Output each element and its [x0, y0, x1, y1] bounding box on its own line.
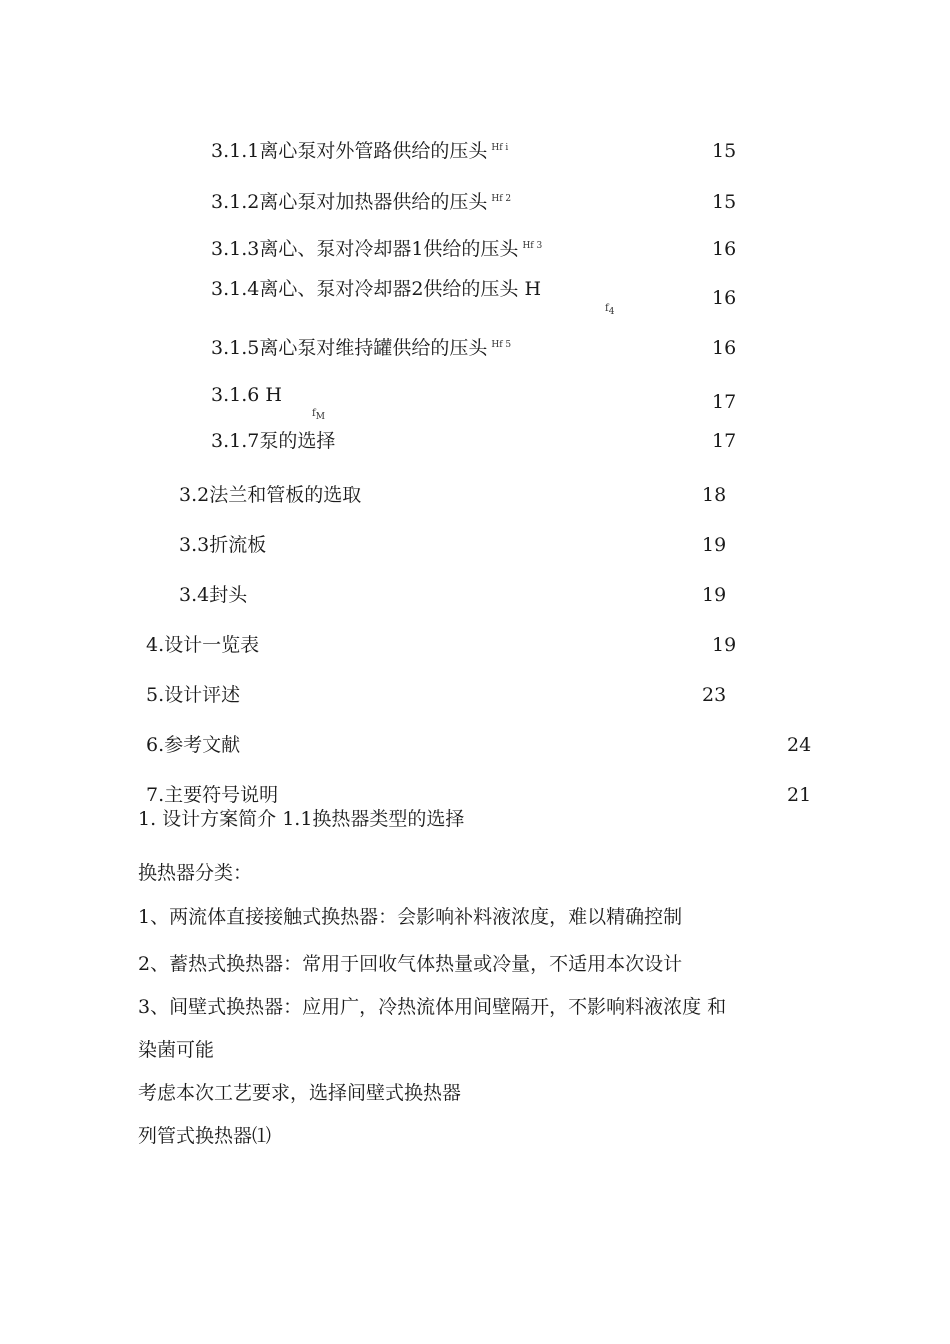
toc-entry-3-1-7 — [211, 432, 335, 451]
toc-entry-3-1-1 — [211, 142, 508, 161]
body-paragraph: 染菌可能 — [138, 1039, 215, 1061]
body-paragraph: 3、间壁式换热器：应用广，冷热流体用间壁隔开，不影响料液浓度 和 — [138, 996, 727, 1018]
toc-entry-symbol: fM — [312, 408, 325, 422]
toc-entry-symbol: Hf i — [491, 142, 509, 153]
toc-page-number: 17 — [712, 430, 737, 452]
section-heading: 1. 设计方案简介 1.1换热器类型的选择 — [138, 808, 465, 830]
toc-page-number: 17 — [712, 391, 737, 413]
toc-entry-label: 3.3折流板 — [179, 534, 267, 556]
toc-page-number: 19 — [702, 584, 727, 606]
toc-entry-symbol: f4 — [605, 303, 615, 317]
toc-entry-3-2 — [179, 486, 361, 505]
toc-entry-label: 3.1.4离心、泵对冷却器2供给的压头 H — [211, 278, 542, 300]
toc-entry-5 — [146, 686, 240, 705]
toc-entry-symbol: Hf 2 — [491, 193, 512, 204]
toc-entry-6 — [146, 736, 240, 755]
toc-entry-label: 3.1.3离心、泵对冷却器1供给的压头 — [211, 238, 519, 260]
toc-page-number: 16 — [712, 337, 737, 359]
toc-entry-label: 3.1.1离心泵对外管路供给的压头 — [211, 140, 488, 162]
toc-entry-symbol: Hf 3 — [522, 240, 543, 251]
body-paragraph: 列管式换热器⑴ — [138, 1125, 272, 1147]
toc-entry-label: 5.设计评述 — [146, 684, 241, 706]
body-paragraph: 换热器分类： — [138, 862, 253, 884]
toc-page-number: 19 — [712, 634, 737, 656]
toc-page-number: 23 — [702, 684, 727, 706]
toc-page-number: 19 — [702, 534, 727, 556]
toc-entry-label: 3.1.2离心泵对加热器供给的压头 — [211, 191, 488, 213]
toc-entry-3-4 — [179, 586, 247, 605]
toc-entry-label: 3.1.6 H — [211, 384, 282, 406]
toc-entry-symbol: Hf 5 — [491, 339, 512, 350]
body-paragraph: 2、蓄热式换热器：常用于回收气体热量或冷量，不适用本次设计 — [138, 953, 683, 975]
toc-entry-label: 7.主要符号说明 — [146, 784, 279, 806]
toc-page-number: 21 — [787, 784, 812, 806]
toc-entry-3-1-3 — [211, 240, 542, 259]
body-paragraph: 1、两流体直接接触式换热器：会影响补料液浓度，难以精确控制 — [138, 906, 683, 928]
toc-entry-label: 3.4封头 — [179, 584, 248, 606]
toc-entry-label: 6.参考文献 — [146, 734, 241, 756]
toc-entry-3-1-4 — [211, 280, 541, 299]
toc-entry-3-1-5 — [211, 339, 511, 358]
toc-entry-4 — [146, 636, 259, 655]
toc-page-number: 16 — [712, 287, 737, 309]
toc-entry-3-1-6 — [211, 386, 282, 405]
toc-entry-label: 3.1.5离心泵对维持罐供给的压头 — [211, 337, 488, 359]
toc-entry-3-3 — [179, 536, 266, 555]
toc-entry-label: 3.1.7泵的选择 — [211, 430, 336, 452]
toc-page-number: 15 — [712, 191, 737, 213]
toc-page-number: 15 — [712, 140, 737, 162]
toc-entry-3-1-2 — [211, 193, 511, 212]
toc-entry-7 — [146, 786, 278, 805]
toc-page-number: 24 — [787, 734, 812, 756]
toc-entry-label: 4.设计一览表 — [146, 634, 260, 656]
toc-page-number: 18 — [702, 484, 727, 506]
body-paragraph: 考虑本次工艺要求，选择间壁式换热器 — [138, 1082, 462, 1104]
toc-page-number: 16 — [712, 238, 737, 260]
toc-entry-label: 3.2法兰和管板的选取 — [179, 484, 362, 506]
